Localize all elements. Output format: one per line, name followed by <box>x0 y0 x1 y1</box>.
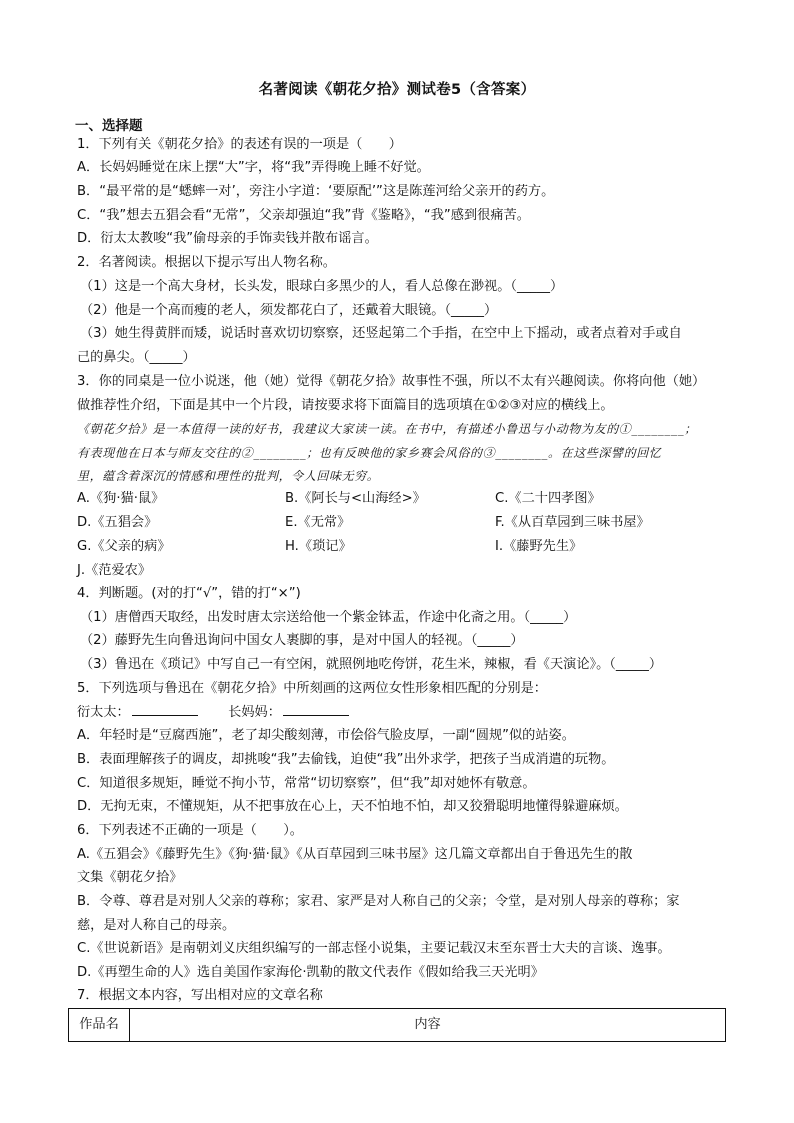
question-2-item-2: （2）他是一个高而瘦的老人，须发都花白了，还戴着大眼镜。（_____） <box>80 303 498 318</box>
question-3-option-e: E.《无常》 <box>285 515 351 530</box>
question-5-option-d: D．无拘无束，不懂规矩，从不把事放在心上，天不怕地不怕，却又狡猾聪明地懂得躲避麻烦。 <box>77 799 628 814</box>
question-3-option-b: B.《阿长与<山海经>》 <box>285 491 426 506</box>
question-5-answer-row <box>77 703 351 722</box>
question-2-item-3-cont: 己的鼻尖。（_____） <box>77 350 196 365</box>
question-1-option-a: A．长妈妈睡觉在床上摆“大”字，将“我”弄得晚上睡不好觉。 <box>77 160 430 175</box>
section-heading: 一、选择题 <box>75 118 143 134</box>
question-4-stem: 4．判断题。(对的打“√”，错的打“×”) <box>77 586 301 601</box>
question-3-passage-line-3: 里，蕴含着深沉的情感和理性的批判，令人回味无穷。 <box>77 469 380 483</box>
question-3-option-h: H.《琐记》 <box>285 539 352 554</box>
question-3-passage-line-1: 《朝花夕拾》是一本值得一读的好书，我建议大家读一读。在书中，有描述小鲁迅与小动物为友的①________； <box>77 422 697 436</box>
question-4-item-1: （1）唐僧西天取经，出发时唐太宗送给他一个紫金钵盂，作途中化斋之用。（_____） <box>80 610 577 625</box>
question-4-item-3: （3）鲁迅在《琐记》中写自己一有空闲，就照例地吃侉饼，花生米，辣椒，看《天演论》。（_____） <box>80 657 663 672</box>
question-3-option-a: A.《狗·猫·鼠》 <box>77 491 165 506</box>
question-3-option-i: I.《藤野先生》 <box>495 539 583 554</box>
question-2-stem: 2．名著阅读。根据以下提示写出人物名称。 <box>77 255 336 270</box>
question-7-table <box>68 1008 726 1042</box>
question-1-option-b: B．“最平常的是“蟋蟀一对’，旁注小字道：‘要原配’”这是陈莲河给父亲开的药方。 <box>77 184 555 199</box>
yan-taitai-label: 衍太太： <box>77 705 130 720</box>
question-1-option-c: C．“我”想去五猖会看“无常”，父亲却强迫“我”背《鉴略》，“我”感到很痛苦。 <box>77 208 530 223</box>
question-5-option-c: C．知道很多规矩，睡觉不拘小节，常常“切切察察”，但“我”却对她怀有敬意。 <box>77 776 536 791</box>
question-5-stem: 5．下列选项与鲁迅在《朝花夕拾》中所刻画的这两位女性形象相匹配的分别是： <box>77 681 547 696</box>
question-6-option-b: B．令尊、尊君是对别人父亲的尊称；家君、家严是对人称自己的父亲；令堂，是对别人母亲的尊称；家 <box>77 894 680 909</box>
question-3-stem-cont: 做推荐性介绍，下面是其中一个片段，请按要求将下面篇目的选项填在①②③对应的横线上。 <box>77 398 614 413</box>
question-3-option-g: G.《父亲的病》 <box>77 539 171 554</box>
question-1-option-d: D．衍太太教唆“我”偷母亲的手饰卖钱并散布谣言。 <box>77 231 378 246</box>
question-1-stem: 1．下列有关《朝花夕拾》的表述有误的一项是（ ） <box>77 137 402 152</box>
question-2-item-1: （1）这是一个高大身材，长头发，眼球白多黑少的人，看人总像在渺视。（_____） <box>80 279 564 294</box>
question-5-option-a: A．年轻时是“豆腐西施”，老了却尖酸刻薄，市侩俗气脸皮厚，一副“圆规”似的站姿。 <box>77 728 575 743</box>
question-2-item-3: （3）她生得黄胖而矮，说话时喜欢切切察察，还竖起第二个手指，在空中上下摇动，或者点着对手或自 <box>80 326 682 341</box>
question-6-option-a: A.《五猖会》《藤野先生》《狗·猫·鼠》《从百草园到三味书屋》这几篇文章都出自于鲁迅先生的散 <box>77 847 633 862</box>
question-6-option-d: D.《再塑生命的人》选自美国作家海伦·凯勒的散文代表作《假如给我三天光明》 <box>77 965 544 980</box>
chang-mama-blank <box>283 703 349 716</box>
page-title: 名著阅读《朝花夕拾》测试卷5（含答案） <box>258 82 536 98</box>
question-3-option-j: J.《范爱农》 <box>77 563 152 578</box>
table-header-work-name: 作品名 <box>69 1009 130 1041</box>
chang-mama-label: 长妈妈： <box>228 705 281 720</box>
question-3-option-d: D.《五猖会》 <box>77 515 158 530</box>
question-6-option-a-cont: 文集《朝花夕拾》 <box>77 870 183 885</box>
question-7-stem: 7．根据文本内容，写出相对应的文章名称 <box>77 988 323 1003</box>
question-4-item-2: （2）藤野先生向鲁迅询问中国女人裹脚的事，是对中国人的轻视。（_____） <box>80 633 524 648</box>
question-3-option-c: C.《二十四孝图》 <box>495 491 601 506</box>
question-3-stem: 3．你的同桌是一位小说迷，他（她）觉得《朝花夕拾》故事性不强，所以不太有兴趣阅读。你将向他（她） <box>77 374 706 389</box>
question-6-option-b-cont: 慈，是对人称自己的母亲。 <box>77 918 236 933</box>
yan-taitai-blank <box>132 703 198 716</box>
question-5-option-b: B．表面理解孩子的调皮，却挑唆“我”去偷钱，迫使“我”出外求学，把孩子当成消遣的玩物。 <box>77 752 615 767</box>
table-header-content: 内容 <box>414 1017 441 1032</box>
question-6-option-c: C.《世说新语》是南朝刘义庆组织编写的一部志怪小说集，主要记载汉末至东晋士大夫的言谈、逸事。 <box>77 941 671 956</box>
question-3-passage-line-2: 有表现他在日本与师友交往的②________；也有反映他的家乡赛会风俗的③________。在这些深譬的回忆 <box>77 446 662 460</box>
question-6-stem: 6．下列表述不正确的一项是（ ）。 <box>77 823 303 838</box>
question-3-option-f: F.《从百草园到三味书屋》 <box>495 515 650 530</box>
